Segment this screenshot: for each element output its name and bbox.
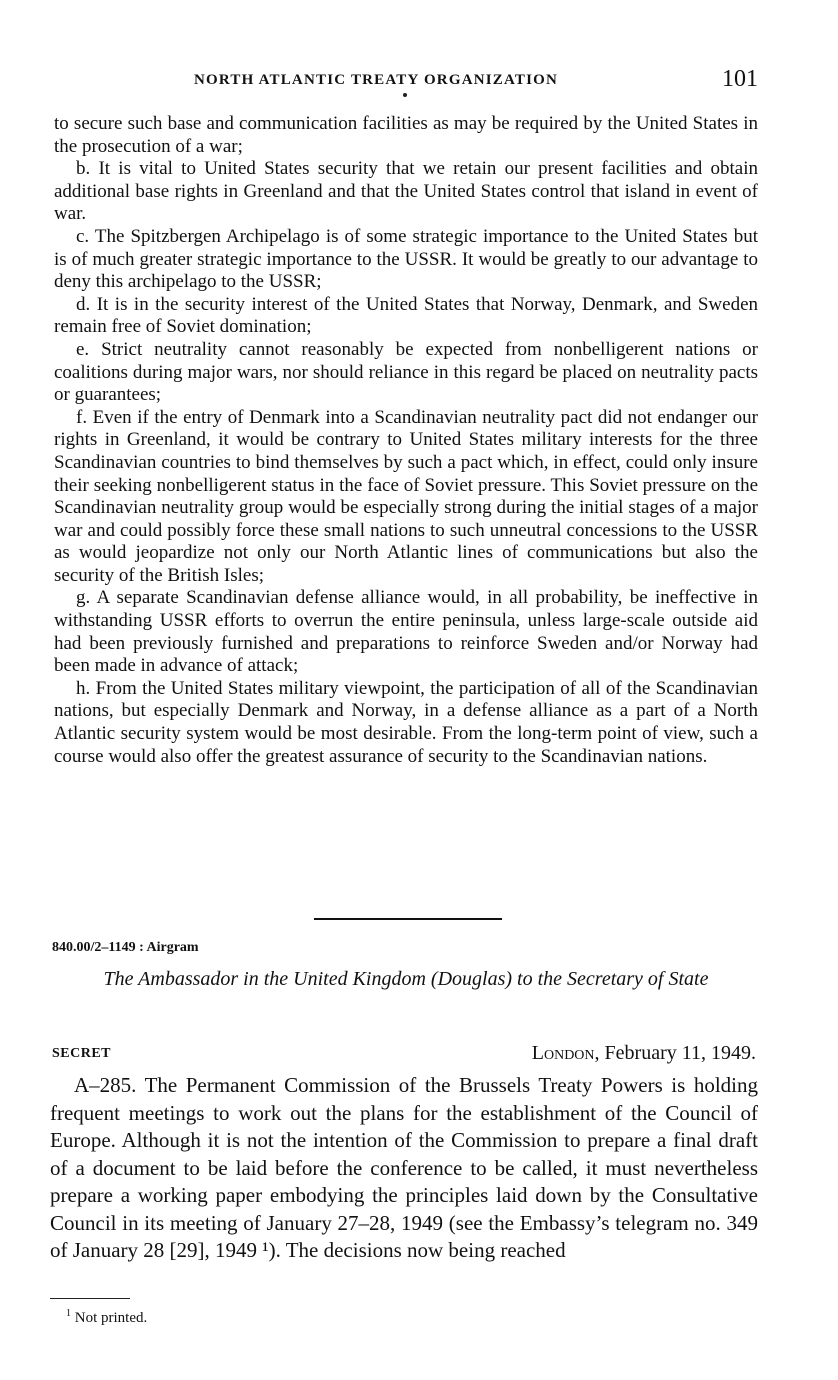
footnote	[66, 1308, 147, 1327]
date: , February 11, 1949.	[594, 1042, 756, 1064]
paragraph-f: f. Even if the entry of Denmark into a Scandinavian neutrality pact did not endanger our rights in Greenland, it would be contrary to United States military interests for the three Scandinavian countries to bind themselves by such a pact which, in effect, could only insure their seeking nonbelligerent status in the face of Soviet pressure. This Soviet pressure on the Scandinavian neutrality group would be especially strong during the initial stages of a major war and could possibly force these small nations to such unneutral concessions to the USSR as would jeopardize not only our North Atlantic lines of communications but also the security of the British Isles;	[54, 406, 758, 586]
section-divider	[314, 918, 502, 920]
footnote-text: Not printed.	[74, 1310, 148, 1326]
document-title: The Ambassador in the United Kingdom (Douglas) to the Secretary of State	[103, 968, 709, 990]
header-dot	[403, 93, 407, 97]
paragraph-c: c. The Spitzbergen Archipelago is of some strategic importance to the United States but is of much greater strategic importance to the USSR. It would be greatly to our advantage to deny this archipelago to the USSR;	[54, 225, 758, 293]
paragraph-e: e. Strict neutrality cannot reasonably be expected from nonbelligerent nations or coalitions during major wars, nor should reliance in this regard be placed on neutrality pacts or guarantees;	[54, 338, 758, 406]
paragraph-h: h. From the United States military viewpoint, the participation of all of the Scandinavian nations, but especially Denmark and Norway, in a defense alliance as a part of a North Atlantic security system would be most desirable. From the long-term point of view, such a course would also offer the greatest assurance of security to the Scandinavian nations.	[54, 677, 758, 767]
classification-label: SECRET	[52, 1046, 112, 1061]
paragraph-b: b. It is vital to United States security that we retain our present facilities and obtain additional base rights in Greenland and that the United States control that island in event of war.	[54, 158, 758, 225]
letter-paragraph: A–285. The Permanent Commission of the Brussels Treaty Powers is holding frequent meetings to work out the plans for the establishment of the Council of Europe. Although it is not the intention of the Commission to prepare a final draft of a document to be laid before the conference to be called, it must nevertheless prepare a working paper embodying the principles laid down by the Consultative Council in its meeting of January 27–28, 1949 (see the Embassy’s telegram no. 349 of January 28 [29], 1949 ¹). The decisions now being reached	[50, 1073, 758, 1262]
paragraph-continuation: to secure such base and communication facilities as may be required by the United States in the prosecution of a war;	[54, 113, 758, 157]
paragraph-g: g. A separate Scandinavian defense alliance would, in all probability, be ineffective in withstanding USSR efforts to overrun the entire peninsula, unless large-scale outside aid had been previously furnished and preparations to reinforce Sweden and/or Norway had been made in advance of attack;	[54, 587, 758, 677]
place-date	[532, 1042, 756, 1065]
footnote-marker: 1	[66, 1308, 71, 1319]
place: London	[531, 1042, 595, 1064]
paragraph-d: d. It is in the security interest of the United States that Norway, Denmark, and Sweden remain free of Soviet domination;	[54, 293, 758, 338]
footnote-rule	[50, 1298, 130, 1299]
running-title: NORTH ATLANTIC TREATY ORGANIZATION	[194, 72, 559, 88]
page-number: 101	[722, 66, 758, 92]
page-header	[0, 66, 838, 96]
letter-body	[50, 1072, 758, 1265]
upper-text-block	[54, 113, 758, 768]
file-reference: 840.00/2–1149 : Airgram	[52, 940, 199, 955]
